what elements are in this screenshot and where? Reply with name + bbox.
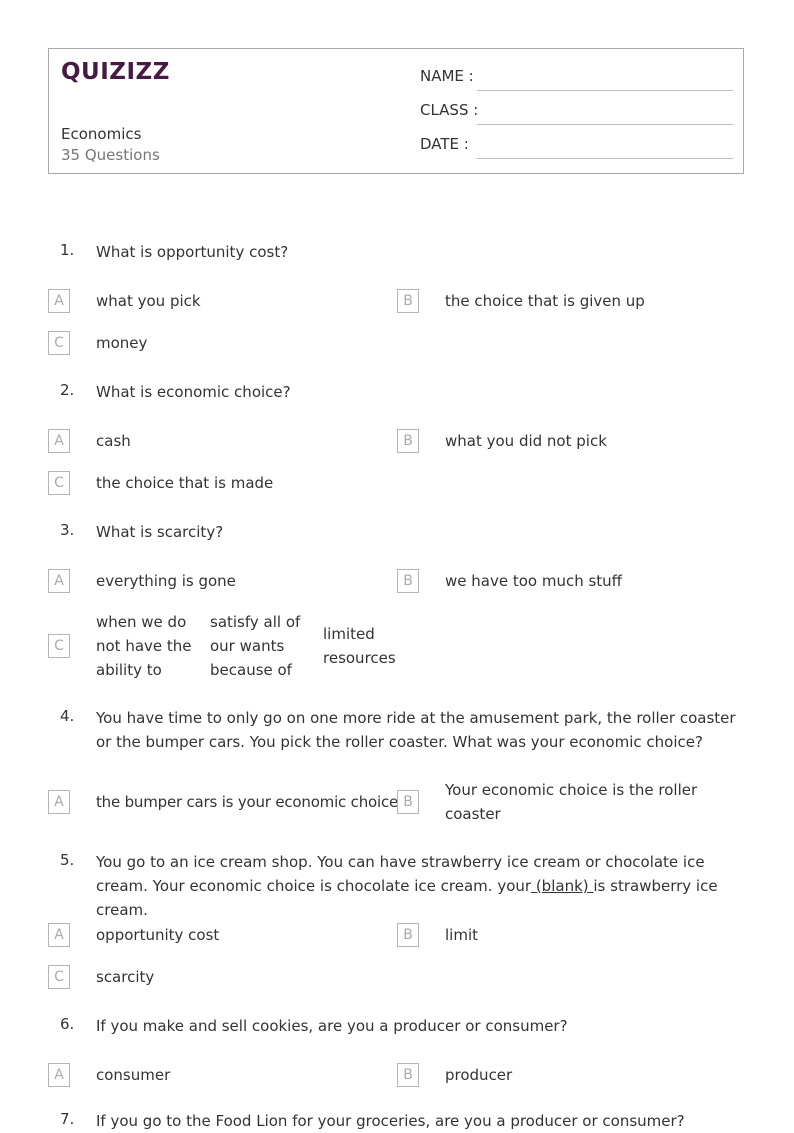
option-text: we have too much stuff [445,572,623,590]
question-number: 1. [60,241,75,259]
option-text: the choice that is made [96,474,274,492]
option-b-box[interactable]: B [397,569,419,593]
question-number: 6. [60,1015,75,1033]
option-text: producer [445,1066,513,1084]
option-a-box[interactable]: A [48,790,70,814]
date-label: DATE : [420,135,469,153]
quizizz-logo: QUIZIZZ [61,59,170,85]
question-text: You have time to only go on one more ride at the amusement park, the roller coaster or the bumper cars. You pick the roller coaster. What was your economic choice? [96,709,736,751]
option-text-col-3: limited resources [323,625,396,667]
question-count: 35 Questions [61,146,160,164]
class-label: CLASS : [420,101,479,119]
option-b-box[interactable]: B [397,1063,419,1087]
option-text-col-2: satisfy all of our wants because of [210,613,301,679]
option-b-box[interactable]: B [397,923,419,947]
option-text: limit [445,926,478,944]
name-label: NAME : [420,67,474,85]
option-b-box[interactable]: B [397,289,419,313]
option-text: the choice that is given up [445,292,645,310]
option-text: everything is gone [96,572,236,590]
question-number: 3. [60,521,75,539]
option-a-box[interactable]: A [48,1063,70,1087]
question-text: If you make and sell cookies, are you a producer or consumer? [96,1017,568,1035]
class-line[interactable] [477,124,733,125]
option-text-col-1: when we do not have the ability to [96,613,192,679]
date-line[interactable] [477,158,733,159]
option-c-box[interactable]: C [48,471,70,495]
blank-marker: (blank) [531,877,594,895]
option-c-box[interactable]: C [48,634,70,658]
option-c-box[interactable]: C [48,331,70,355]
question-text-after: is strawberry ice cream. [96,877,718,919]
option-b-box[interactable]: B [397,429,419,453]
option-text: money [96,334,148,352]
name-line[interactable] [477,90,733,91]
question-number: 5. [60,851,75,869]
question-text: If you go to the Food Lion for your groceries, are you a producer or consumer? [96,1112,685,1130]
option-text: the bumper cars is your economic choice [96,793,399,811]
option-a-box[interactable]: A [48,429,70,453]
option-a-box[interactable]: A [48,289,70,313]
option-text: opportunity cost [96,926,220,944]
option-text: what you pick [96,292,201,310]
option-text: what you did not pick [445,432,607,450]
option-b-box[interactable]: B [397,790,419,814]
option-text: Your economic choice is the roller coaster [445,781,698,823]
class-field[interactable] [420,101,733,125]
option-text: scarcity [96,968,155,986]
option-a-box[interactable]: A [48,923,70,947]
question-number: 7. [60,1110,75,1128]
option-text: consumer [96,1066,171,1084]
option-a-box[interactable]: A [48,569,70,593]
question-number: 4. [60,707,75,725]
subject-title: Economics [61,125,142,143]
question-text [96,850,746,922]
question-number: 2. [60,381,75,399]
name-field[interactable] [420,67,733,91]
question-text: What is opportunity cost? [96,243,289,261]
worksheet-header [48,48,744,174]
question-text: What is economic choice? [96,383,291,401]
question-text-before: You go to an ice cream shop. You can have strawberry ice cream or chocolate ice cream. Your economic choice is chocolate ice cream. your [96,853,705,895]
option-c-box[interactable]: C [48,965,70,989]
date-field[interactable] [420,135,733,159]
option-text: cash [96,432,131,450]
question-text: What is scarcity? [96,523,224,541]
